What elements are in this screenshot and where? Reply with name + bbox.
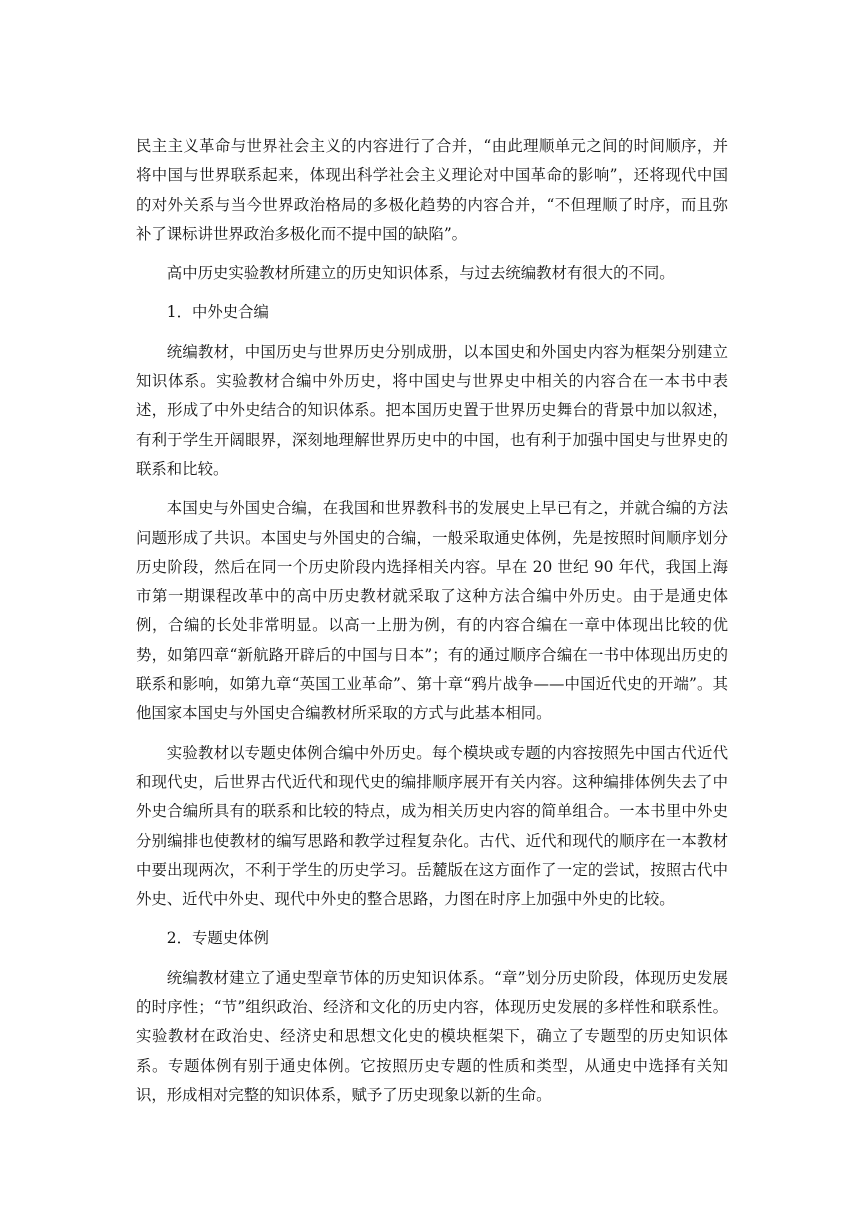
- paragraph: 本国史与外国史合编，在我国和世界教科书的发展史上早已有之，并就合编的方法问题形成了共识。本国史与外国史的合编，一般采取通史体例，先是按照时间顺序划分历史阶段，然后在同一个历史阶段内选择相关内容。早在 20 世纪 90 年代，我国上海市第一期课程改革中的高中历史教材就采取了这种方法合编中外历史。由于是通史体例，合编的长处非常明显。以高一上册为例，有的内容合编在一章中体现出比较的优势，如第四章“新航路开辟后的中国与日本”；有的通过顺序合编在一书中体现出历史的联系和影响，如第九章“英国工业革命”、第十章“鸦片战争——中国近代史的开端”。其他国家本国史与外国史合编教材所采取的方式与此基本相同。: [136, 499, 728, 723]
- paragraph-intro: 高中历史实验教材所建立的历史知识体系，与过去统编教材有很大的不同。: [166, 264, 675, 283]
- document-body: [136, 132, 728, 1120]
- section-heading-1: 1．中外史合编: [166, 303, 269, 322]
- section-heading-2: 2．专题史体例: [166, 929, 269, 948]
- paragraph: 统编教材，中国历史与世界历史分别成册，以本国史和外国史内容为框架分别建立知识体系。实验教材合编中外历史，将中国史与世界史中相关的内容合在一本书中表述，形成了中外史结合的知识体系。把本国历史置于世界历史舞台的背景中加以叙述，有利于学生开阔眼界，深刻地理解世界历史中的中国，也有利于加强中国史与世界史的联系和比较。: [136, 342, 728, 478]
- paragraph-continued: 民主主义革命与世界社会主义的内容进行了合并，“由此理顺单元之间的时间顺序，并将中国与世界联系起来，体现出科学社会主义理论对中国革命的影响”，还将现代中国的对外关系与当今世界政治格局的多极化趋势的内容合并，“不但理顺了时序，而且弥补了课标讲世界政治多极化而不提中国的缺陷”。: [136, 137, 728, 243]
- paragraph: 实验教材以专题史体例合编中外历史。每个模块或专题的内容按照先中国古代近代和现代史，后世界古代近代和现代史的编排顺序展开有关内容。这种编排体例失去了中外史合编所具有的联系和比较的特点，成为相关历史内容的简单组合。一本书里中外史分别编排也使教材的编写思路和教学过程复杂化。古代、近代和现代的顺序在一本教材中要出现两次，不利于学生的历史学习。岳麓版在这方面作了一定的尝试，按照古代中外史、近代中外史、现代中外史的整合思路，力图在时序上加强中外史的比较。: [136, 743, 728, 909]
- paragraph: 统编教材建立了通史型章节体的历史知识体系。“章”划分历史阶段，体现历史发展的时序性；“节”组织政治、经济和文化的历史内容，体现历史发展的多样性和联系性。实验教材在政治史、经济史和思想文化史的模块框架下，确立了专题型的历史知识体系。专题体例有别于通史体例。它按照历史专题的性质和类型，从通史中选择有关知识，形成相对完整的知识体系，赋予了历史现象以新的生命。: [136, 968, 728, 1104]
